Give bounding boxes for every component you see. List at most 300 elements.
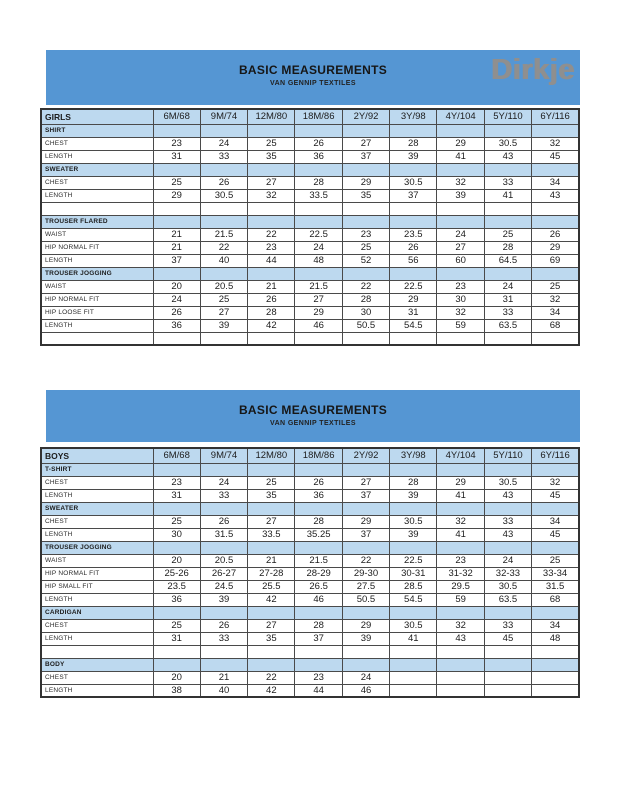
measurement-value-cell: 24	[342, 671, 389, 684]
measurement-value-cell: 25	[532, 554, 579, 567]
blank-cell	[532, 463, 579, 476]
blank-cell	[248, 463, 295, 476]
blank-cell	[295, 541, 342, 554]
size-column-header: 9M/74	[200, 109, 247, 124]
measurement-value-cell: 30	[437, 293, 484, 306]
measurement-value-cell: 23	[295, 671, 342, 684]
blank-cell	[484, 124, 531, 137]
measurement-value-cell: 29	[532, 241, 579, 254]
blank-cell	[200, 124, 247, 137]
blank-cell	[200, 541, 247, 554]
measurement-value-cell: 37	[295, 632, 342, 645]
blank-cell	[248, 541, 295, 554]
measurement-value-cell: 37	[390, 189, 437, 202]
measurement-value-cell: 32	[437, 619, 484, 632]
measurement-value-cell: 30.5	[484, 137, 531, 150]
measurement-value-cell: 32	[532, 476, 579, 489]
measurement-row	[41, 515, 579, 528]
blank-cell	[532, 502, 579, 515]
measurement-value-cell: 60	[437, 254, 484, 267]
blank-cell	[248, 332, 295, 345]
empty-row	[41, 202, 579, 215]
measurement-value-cell: 36	[153, 319, 200, 332]
measurement-value-cell: 24	[437, 228, 484, 241]
measurement-value-cell: 32-33	[484, 567, 531, 580]
blank-cell	[437, 463, 484, 476]
blank-cell	[342, 541, 389, 554]
measurement-label-cell: LENGTH	[41, 632, 153, 645]
measurement-value-cell: 27	[248, 515, 295, 528]
blank-cell	[484, 267, 531, 280]
blank-cell	[153, 645, 200, 658]
measurement-value-cell: 38	[153, 684, 200, 697]
blank-cell	[200, 163, 247, 176]
measurement-value-cell: 23	[342, 228, 389, 241]
section-row	[41, 463, 579, 476]
blank-cell	[484, 658, 531, 671]
blank-cell	[295, 124, 342, 137]
measurement-value-cell: 27	[342, 476, 389, 489]
measurement-label-cell: CHEST	[41, 476, 153, 489]
measurement-value-cell: 35	[342, 189, 389, 202]
measurement-value-cell: 21.5	[295, 554, 342, 567]
measurement-value-cell: 30.5	[390, 619, 437, 632]
measurement-label-cell: CHEST	[41, 619, 153, 632]
measurement-row	[41, 137, 579, 150]
measurement-value-cell: 42	[248, 319, 295, 332]
measurement-value-cell: 24	[484, 280, 531, 293]
blank-cell	[153, 124, 200, 137]
blank-cell	[437, 267, 484, 280]
measurement-value-cell: 28	[248, 306, 295, 319]
blank-cell	[532, 645, 579, 658]
measurement-value-cell: 42	[248, 684, 295, 697]
measurement-row	[41, 684, 579, 697]
measurement-row	[41, 189, 579, 202]
blank-cell	[532, 124, 579, 137]
measurement-value-cell: 43	[484, 528, 531, 541]
measurement-value-cell: 48	[295, 254, 342, 267]
measurement-value-cell: 22	[342, 280, 389, 293]
measurement-value-cell: 39	[390, 528, 437, 541]
measurement-value-cell: 42	[248, 593, 295, 606]
measurement-value-cell: 32	[532, 137, 579, 150]
blank-cell	[153, 606, 200, 619]
measurement-value-cell	[532, 671, 579, 684]
blank-cell	[248, 606, 295, 619]
measurement-row	[41, 241, 579, 254]
blank-cell	[295, 502, 342, 515]
measurement-row	[41, 489, 579, 502]
measurement-row	[41, 476, 579, 489]
blank-cell	[532, 332, 579, 345]
blank-cell	[342, 215, 389, 228]
blank-cell	[437, 215, 484, 228]
measurement-value-cell: 30.5	[390, 176, 437, 189]
girls-title-banner	[46, 50, 580, 105]
blank-cell	[437, 163, 484, 176]
blank-cell	[295, 267, 342, 280]
measurement-label-cell: CHEST	[41, 515, 153, 528]
blank-cell	[484, 463, 531, 476]
measurement-value-cell: 46	[295, 319, 342, 332]
measurement-value-cell: 64.5	[484, 254, 531, 267]
measurement-value-cell: 46	[342, 684, 389, 697]
measurement-value-cell: 21.5	[295, 280, 342, 293]
measurement-label-cell: LENGTH	[41, 319, 153, 332]
measurement-row	[41, 228, 579, 241]
measurement-value-cell: 27-28	[248, 567, 295, 580]
measurement-value-cell: 63.5	[484, 319, 531, 332]
blank-cell	[342, 606, 389, 619]
measurement-value-cell: 36	[295, 150, 342, 163]
blank-cell	[153, 541, 200, 554]
measurement-value-cell: 23.5	[390, 228, 437, 241]
measurement-value-cell: 30.5	[484, 580, 531, 593]
blank-cell	[437, 124, 484, 137]
blank-cell	[390, 163, 437, 176]
size-column-header: 2Y/92	[342, 448, 389, 463]
measurement-value-cell: 33.5	[248, 528, 295, 541]
measurement-value-cell: 23	[437, 554, 484, 567]
measurement-value-cell	[390, 684, 437, 697]
measurement-value-cell: 26	[390, 241, 437, 254]
blank-cell	[484, 163, 531, 176]
measurement-value-cell: 26	[295, 137, 342, 150]
measurement-value-cell: 45	[532, 528, 579, 541]
document-title: BASIC MEASUREMENTS	[238, 63, 388, 77]
measurement-value-cell: 33	[200, 632, 247, 645]
size-column-header: 12M/80	[248, 448, 295, 463]
blank-cell	[200, 267, 247, 280]
measurement-value-cell: 21	[248, 280, 295, 293]
measurement-value-cell: 28	[484, 241, 531, 254]
blank-cell	[484, 202, 531, 215]
blank-cell	[248, 658, 295, 671]
blank-cell	[484, 332, 531, 345]
measurement-row	[41, 150, 579, 163]
measurement-value-cell: 21	[153, 228, 200, 241]
measurement-value-cell: 59	[437, 319, 484, 332]
blank-cell	[295, 606, 342, 619]
section-label-cell: SWEATER	[41, 163, 153, 176]
measurement-value-cell: 24	[200, 476, 247, 489]
measurement-row	[41, 567, 579, 580]
measurement-value-cell: 39	[390, 150, 437, 163]
measurement-value-cell: 22	[248, 228, 295, 241]
section-row	[41, 502, 579, 515]
measurement-value-cell: 23	[437, 280, 484, 293]
measurement-value-cell: 28	[390, 137, 437, 150]
blank-cell	[437, 606, 484, 619]
empty-row	[41, 645, 579, 658]
blank-cell	[342, 463, 389, 476]
measurement-value-cell: 26	[200, 619, 247, 632]
measurement-label-cell: LENGTH	[41, 189, 153, 202]
measurement-value-cell: 33	[200, 150, 247, 163]
blank-cell	[532, 163, 579, 176]
section-label-cell: SWEATER	[41, 502, 153, 515]
measurement-value-cell: 37	[342, 528, 389, 541]
boys-title-banner	[46, 390, 580, 442]
blank-cell	[200, 658, 247, 671]
measurement-value-cell: 41	[390, 632, 437, 645]
measurement-value-cell: 29	[153, 189, 200, 202]
section-label-cell: BODY	[41, 658, 153, 671]
group-label-cell: GIRLS	[41, 109, 153, 124]
measurement-value-cell: 32	[437, 176, 484, 189]
measurement-value-cell: 68	[532, 319, 579, 332]
boys-measurements-table	[40, 447, 580, 698]
measurement-value-cell: 27	[295, 293, 342, 306]
measurement-value-cell: 25	[532, 280, 579, 293]
measurement-value-cell: 27.5	[342, 580, 389, 593]
size-column-header: 12M/80	[248, 109, 295, 124]
measurement-label-cell: HIP NORMAL FIT	[41, 567, 153, 580]
measurement-value-cell: 54.5	[390, 593, 437, 606]
measurement-value-cell: 32	[437, 306, 484, 319]
measurement-value-cell: 29	[390, 293, 437, 306]
measurement-value-cell: 20.5	[200, 554, 247, 567]
blank-cell	[437, 645, 484, 658]
section-row	[41, 215, 579, 228]
blank-cell	[41, 332, 153, 345]
measurement-value-cell: 33	[484, 619, 531, 632]
blank-cell	[200, 463, 247, 476]
blank-cell	[437, 202, 484, 215]
measurement-value-cell: 27	[200, 306, 247, 319]
size-column-header: 3Y/98	[390, 109, 437, 124]
measurement-value-cell: 21	[153, 241, 200, 254]
measurement-value-cell: 30.5	[200, 189, 247, 202]
measurement-value-cell: 28	[295, 619, 342, 632]
size-column-header: 18M/86	[295, 448, 342, 463]
blank-cell	[153, 463, 200, 476]
measurement-value-cell: 43	[437, 632, 484, 645]
section-label-cell: TROUSER JOGGING	[41, 541, 153, 554]
blank-cell	[153, 202, 200, 215]
blank-cell	[390, 541, 437, 554]
blank-cell	[200, 332, 247, 345]
measurement-value-cell: 39	[437, 189, 484, 202]
measurement-value-cell: 59	[437, 593, 484, 606]
measurement-value-cell: 20	[153, 554, 200, 567]
measurement-value-cell: 35.25	[295, 528, 342, 541]
blank-cell	[532, 202, 579, 215]
measurement-value-cell: 24	[153, 293, 200, 306]
blank-cell	[390, 645, 437, 658]
measurement-value-cell: 25-26	[153, 567, 200, 580]
size-column-header: 5Y/110	[484, 448, 531, 463]
blank-cell	[437, 541, 484, 554]
measurement-label-cell: CHEST	[41, 137, 153, 150]
measurement-value-cell: 40	[200, 254, 247, 267]
dirkje-brand-logo: Dirkje	[491, 54, 575, 86]
measurement-value-cell: 25	[248, 476, 295, 489]
blank-cell	[390, 658, 437, 671]
blank-cell	[153, 502, 200, 515]
blank-cell	[248, 267, 295, 280]
measurement-value-cell: 33-34	[532, 567, 579, 580]
blank-cell	[295, 215, 342, 228]
blank-cell	[342, 645, 389, 658]
blank-cell	[153, 658, 200, 671]
size-column-header: 3Y/98	[390, 448, 437, 463]
measurement-label-cell: LENGTH	[41, 150, 153, 163]
measurement-value-cell: 24	[484, 554, 531, 567]
measurement-value-cell: 34	[532, 515, 579, 528]
measurement-value-cell: 28-29	[295, 567, 342, 580]
blank-cell	[390, 267, 437, 280]
measurement-value-cell: 31	[153, 150, 200, 163]
girls-measurements-table	[40, 108, 580, 346]
blank-cell	[437, 332, 484, 345]
blank-cell	[200, 502, 247, 515]
measurement-value-cell: 25	[342, 241, 389, 254]
group-label-cell: BOYS	[41, 448, 153, 463]
measurement-row	[41, 580, 579, 593]
document-subtitle: VAN GENNIP TEXTILES	[270, 420, 356, 427]
blank-cell	[153, 215, 200, 228]
measurement-value-cell: 23	[153, 476, 200, 489]
measurement-value-cell: 31	[484, 293, 531, 306]
empty-row	[41, 332, 579, 345]
blank-cell	[390, 606, 437, 619]
blank-cell	[295, 163, 342, 176]
measurement-value-cell: 20	[153, 671, 200, 684]
size-column-header: 9M/74	[200, 448, 247, 463]
blank-cell	[390, 124, 437, 137]
measurement-label-cell: LENGTH	[41, 489, 153, 502]
section-label-cell: CARDIGAN	[41, 606, 153, 619]
measurement-value-cell: 39	[200, 319, 247, 332]
measurement-value-cell	[437, 671, 484, 684]
measurement-value-cell: 45	[532, 489, 579, 502]
section-row	[41, 163, 579, 176]
measurement-row	[41, 554, 579, 567]
measurement-value-cell: 31	[390, 306, 437, 319]
measurement-label-cell: LENGTH	[41, 684, 153, 697]
measurement-row	[41, 632, 579, 645]
measurement-value-cell: 26.5	[295, 580, 342, 593]
measurement-value-cell: 54.5	[390, 319, 437, 332]
measurement-value-cell: 22	[248, 671, 295, 684]
blank-cell	[342, 332, 389, 345]
measurement-value-cell: 35	[248, 632, 295, 645]
measurement-label-cell: CHEST	[41, 671, 153, 684]
measurement-value-cell: 30.5	[484, 476, 531, 489]
measurement-value-cell: 23.5	[153, 580, 200, 593]
measurement-value-cell: 28	[295, 515, 342, 528]
measurement-value-cell: 34	[532, 306, 579, 319]
measurement-label-cell: WAIST	[41, 554, 153, 567]
measurement-value-cell: 28	[295, 176, 342, 189]
table-header-row	[41, 109, 579, 124]
measurement-value-cell: 26	[200, 515, 247, 528]
size-column-header: 4Y/104	[437, 448, 484, 463]
blank-cell	[532, 541, 579, 554]
table-header-row	[41, 448, 579, 463]
measurement-value-cell: 24	[200, 137, 247, 150]
measurement-value-cell: 24	[295, 241, 342, 254]
measurement-value-cell: 21.5	[200, 228, 247, 241]
blank-cell	[200, 645, 247, 658]
blank-cell	[342, 202, 389, 215]
measurement-label-cell: LENGTH	[41, 593, 153, 606]
measurement-value-cell: 26-27	[200, 567, 247, 580]
measurement-label-cell: HIP NORMAL FIT	[41, 241, 153, 254]
measurement-value-cell: 31	[153, 632, 200, 645]
measurement-value-cell: 29	[342, 515, 389, 528]
section-label-cell: TROUSER FLARED	[41, 215, 153, 228]
measurement-value-cell: 36	[295, 489, 342, 502]
measurement-value-cell: 32	[437, 515, 484, 528]
measurement-value-cell: 36	[153, 593, 200, 606]
blank-cell	[248, 163, 295, 176]
measurement-row	[41, 528, 579, 541]
measurement-value-cell: 35	[248, 489, 295, 502]
measurement-value-cell: 50.5	[342, 593, 389, 606]
measurement-value-cell: 22	[342, 554, 389, 567]
measurement-value-cell: 29	[437, 476, 484, 489]
measurement-value-cell: 43	[484, 489, 531, 502]
measurement-value-cell: 33	[484, 306, 531, 319]
measurement-value-cell	[484, 671, 531, 684]
measurement-value-cell: 25	[484, 228, 531, 241]
measurement-value-cell: 32	[248, 189, 295, 202]
blank-cell	[484, 606, 531, 619]
measurement-value-cell: 69	[532, 254, 579, 267]
blank-cell	[248, 202, 295, 215]
measurement-row	[41, 619, 579, 632]
measurement-value-cell: 24.5	[200, 580, 247, 593]
measurement-value-cell: 22.5	[295, 228, 342, 241]
measurement-value-cell: 34	[532, 176, 579, 189]
section-label-cell: T-SHIRT	[41, 463, 153, 476]
blank-cell	[342, 502, 389, 515]
blank-cell	[484, 645, 531, 658]
measurement-value-cell: 27	[342, 137, 389, 150]
blank-cell	[484, 215, 531, 228]
measurement-label-cell: LENGTH	[41, 254, 153, 267]
measurement-value-cell: 22	[200, 241, 247, 254]
measurement-value-cell: 50.5	[342, 319, 389, 332]
section-row	[41, 124, 579, 137]
blank-cell	[390, 332, 437, 345]
measurement-value-cell: 25	[153, 619, 200, 632]
blank-cell	[532, 658, 579, 671]
measurement-value-cell: 29-30	[342, 567, 389, 580]
section-row	[41, 541, 579, 554]
measurement-value-cell: 45	[484, 632, 531, 645]
measurement-value-cell: 41	[437, 489, 484, 502]
blank-cell	[437, 502, 484, 515]
measurement-value-cell: 21	[200, 671, 247, 684]
measurement-value-cell: 29	[342, 619, 389, 632]
document-subtitle: VAN GENNIP TEXTILES	[270, 80, 356, 87]
size-column-header: 2Y/92	[342, 109, 389, 124]
measurement-value-cell: 37	[342, 150, 389, 163]
measurement-value-cell: 26	[153, 306, 200, 319]
blank-cell	[390, 463, 437, 476]
measurement-value-cell: 43	[484, 150, 531, 163]
size-column-header: 6M/68	[153, 448, 200, 463]
blank-cell	[390, 215, 437, 228]
measurement-value-cell: 20.5	[200, 280, 247, 293]
blank-cell	[295, 658, 342, 671]
measurement-value-cell: 35	[248, 150, 295, 163]
measurement-value-cell	[437, 684, 484, 697]
